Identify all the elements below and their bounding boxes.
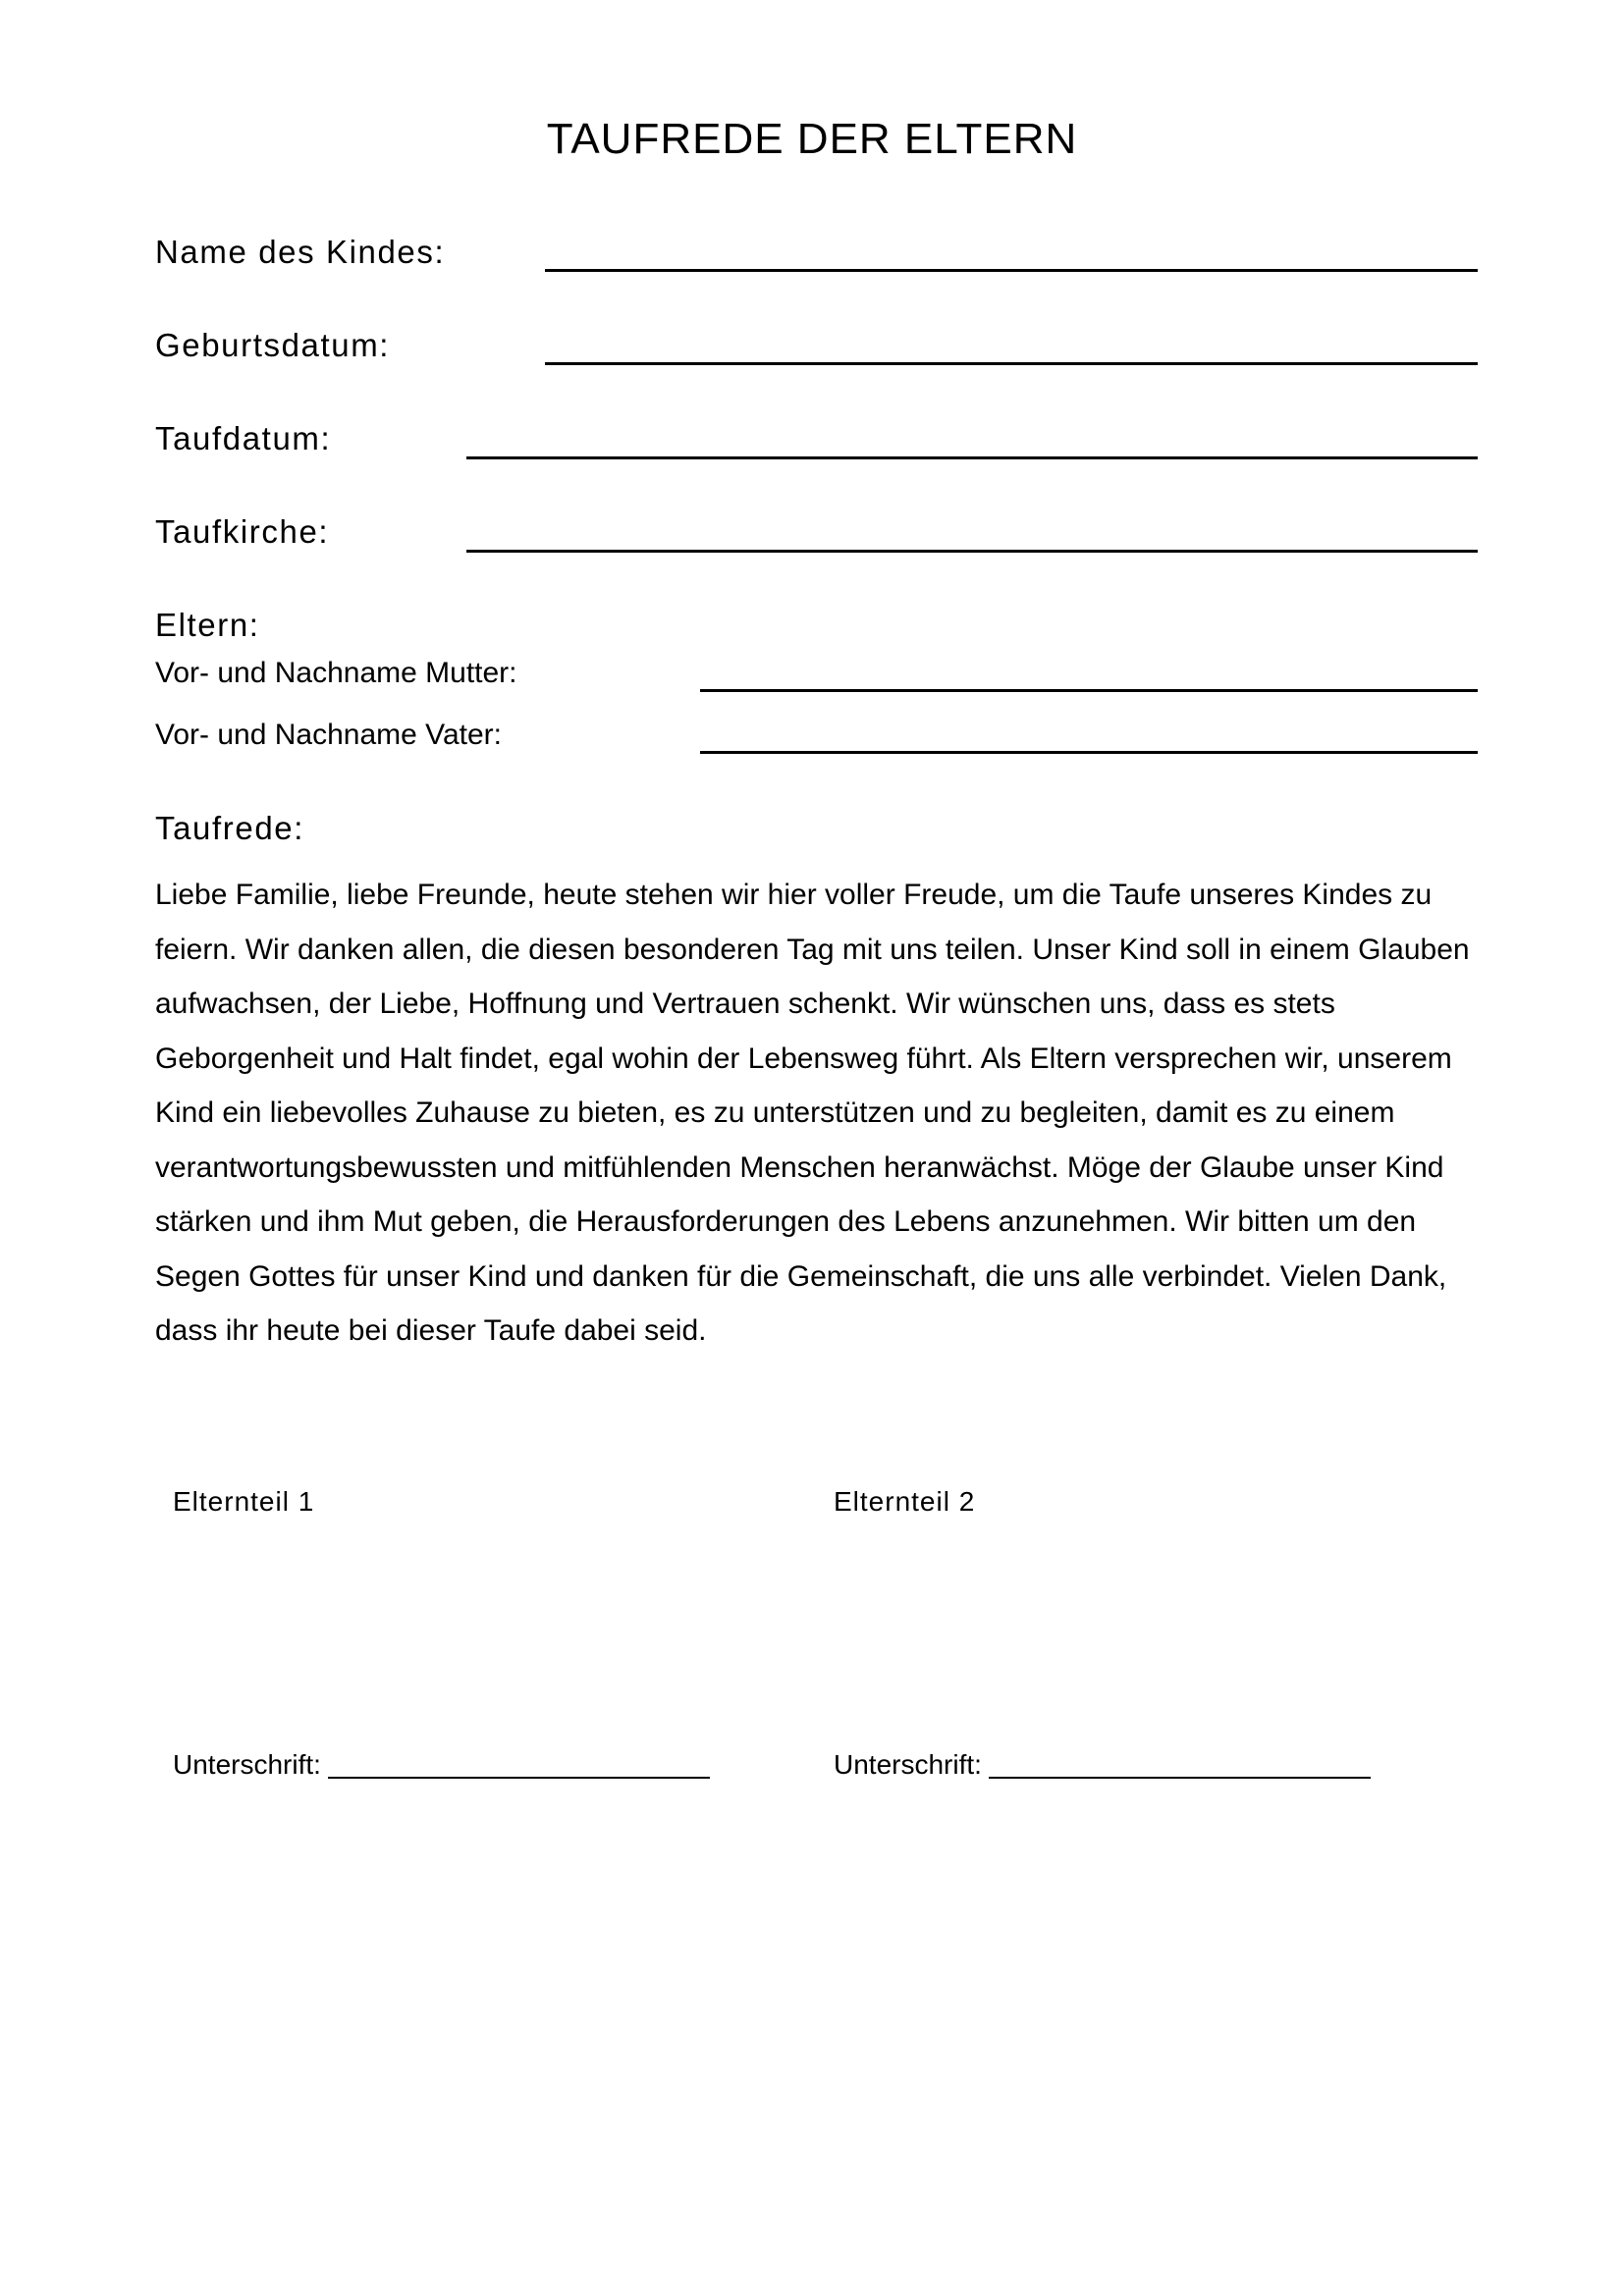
parent1-signature-label: Unterschrift: (173, 1749, 321, 1780)
birthdate-field[interactable] (545, 362, 1478, 365)
mother-name-label: Vor- und Nachname Mutter: (155, 657, 517, 689)
parent2-signature-label: Unterschrift: (834, 1749, 982, 1780)
parent2-label: Elternteil 2 (834, 1486, 976, 1517)
document-title: TAUFREDE DER ELTERN (546, 115, 1078, 163)
parents-heading: Eltern: (155, 607, 260, 643)
speech-heading: Taufrede: (155, 810, 304, 846)
parent1-signature-field[interactable] (328, 1777, 710, 1779)
mother-name-field[interactable] (700, 689, 1478, 692)
child-name-label: Name des Kindes: (155, 234, 446, 270)
child-name-field[interactable] (545, 269, 1478, 272)
baptism-date-field[interactable] (466, 456, 1478, 459)
father-name-field[interactable] (700, 751, 1478, 754)
speech-text: Liebe Familie, liebe Freunde, heute stehen wir hier voller Freude, um die Taufe unseres Kindes zu feiern. Wir danken allen, die diesen besonderen Tag mit uns teilen. Unser Kind soll in einem Glauben aufwachsen, der Liebe, Hoffnung und Vertrauen schenkt. Wir wünschen uns, dass es stets Geborgenheit und Halt findet, egal wohin der Lebensweg führt. Als Eltern versprechen wir, unserem Kind ein liebevolles Zuhause zu bieten, es zu unterstützen und zu begleiten, damit es zu einem verantwortungsbewussten und mitfühlenden Menschen heranwächst. Möge der Glaube unser Kind stärken und ihm Mut geben, die Herausforderungen des Lebens anzunehmen. Wir bitten um den Segen Gottes für unser Kind und danken für die Gemeinschaft, die uns alle verbindet. Vielen Dank, dass ihr heute bei dieser Taufe dabei seid. (155, 879, 1470, 1347)
father-name-label: Vor- und Nachname Vater: (155, 719, 502, 751)
baptism-date-label: Taufdatum: (155, 420, 332, 456)
parent1-label: Elternteil 1 (173, 1486, 315, 1517)
parent2-signature-field[interactable] (989, 1777, 1371, 1779)
birthdate-label: Geburtsdatum: (155, 327, 391, 363)
church-label: Taufkirche: (155, 513, 330, 550)
church-field[interactable] (466, 550, 1478, 553)
